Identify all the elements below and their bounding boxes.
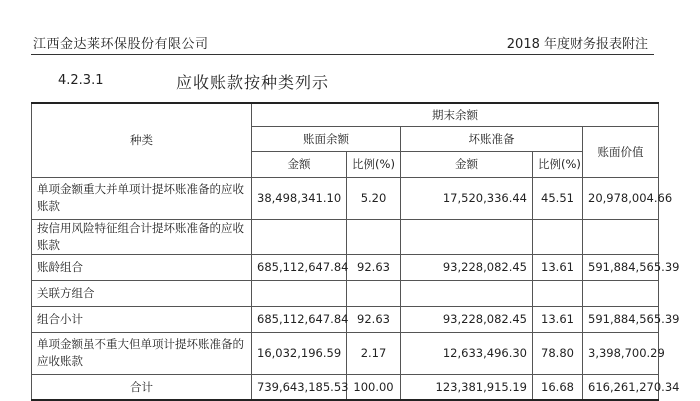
table-total-row — [32, 374, 659, 400]
balance-amount: 685,112,647.84 — [252, 254, 347, 280]
table-row — [32, 332, 659, 374]
book-value: 591,884,565.39 — [583, 306, 659, 332]
row-label: 账龄组合 — [32, 254, 252, 280]
section-number: 4.2.3.1 — [58, 73, 104, 88]
book-value — [583, 280, 659, 306]
header-book-balance: 账面余额 — [252, 126, 401, 151]
row-label: 单项金额重大并单项计提坏账准备的应收账款 — [32, 177, 252, 219]
balance-ratio: 5.20 — [347, 177, 401, 219]
book-value: 3,398,700.29 — [583, 332, 659, 374]
book-value: 20,978,004.66 — [583, 177, 659, 219]
header-bad-debt: 坏账准备 — [401, 126, 583, 151]
book-value: 591,884,565.39 — [583, 254, 659, 280]
balance-amount: 16,032,196.59 — [252, 332, 347, 374]
row-label: 合计 — [32, 374, 252, 400]
bad-debt-amount: 17,520,336.44 — [401, 177, 533, 219]
row-label: 单项金额虽不重大但单项计提坏账准备的应收账款 — [32, 332, 252, 374]
row-label: 按信用风险特征组合计提坏账准备的应收账款 — [32, 219, 252, 254]
bad-debt-amount: 93,228,082.45 — [401, 306, 533, 332]
balance-amount: 38,498,341.10 — [252, 177, 347, 219]
table-row — [32, 177, 659, 219]
balance-amount: 739,643,185.53 — [252, 374, 347, 400]
header-balance-ratio: 比例(%) — [347, 151, 401, 177]
bad-debt-ratio: 13.61 — [533, 254, 583, 280]
balance-ratio: 2.17 — [347, 332, 401, 374]
bad-debt-amount — [401, 219, 533, 254]
bad-debt-ratio: 16.68 — [533, 374, 583, 400]
table-row — [32, 254, 659, 280]
header-book-value: 账面价值 — [583, 126, 659, 177]
receivables-table — [31, 102, 680, 401]
header-bad-debt-amount: 金额 — [401, 151, 533, 177]
header-divider — [31, 54, 654, 55]
bad-debt-ratio: 45.51 — [533, 177, 583, 219]
balance-ratio — [347, 219, 401, 254]
bad-debt-ratio: 78.80 — [533, 332, 583, 374]
company-name: 江西金达莱环保股份有限公司 — [33, 37, 209, 52]
balance-ratio — [347, 280, 401, 306]
bad-debt-ratio — [533, 219, 583, 254]
header-category: 种类 — [32, 103, 252, 177]
bad-debt-ratio — [533, 280, 583, 306]
row-label: 关联方组合 — [32, 280, 252, 306]
report-title: 2018 年度财务报表附注 — [506, 37, 648, 52]
header-balance-amount: 金额 — [252, 151, 347, 177]
book-value — [583, 219, 659, 254]
bad-debt-ratio: 13.61 — [533, 306, 583, 332]
row-label: 组合小计 — [32, 306, 252, 332]
bad-debt-amount — [401, 280, 533, 306]
header-bad-debt-ratio: 比例(%) — [533, 151, 583, 177]
balance-amount — [252, 280, 347, 306]
balance-ratio: 100.00 — [347, 374, 401, 400]
section-title: 应收账款按种类列示 — [176, 73, 330, 92]
bad-debt-amount: 123,381,915.19 — [401, 374, 533, 400]
table-row — [32, 219, 659, 254]
balance-ratio: 92.63 — [347, 254, 401, 280]
table-row — [32, 306, 659, 332]
book-value: 616,261,270.34 — [583, 374, 659, 400]
table-row — [32, 280, 659, 306]
bad-debt-amount: 12,633,496.30 — [401, 332, 533, 374]
balance-amount: 685,112,647.84 — [252, 306, 347, 332]
balance-ratio: 92.63 — [347, 306, 401, 332]
bad-debt-amount: 93,228,082.45 — [401, 254, 533, 280]
header-period-end: 期末余额 — [252, 103, 659, 126]
balance-amount — [252, 219, 347, 254]
